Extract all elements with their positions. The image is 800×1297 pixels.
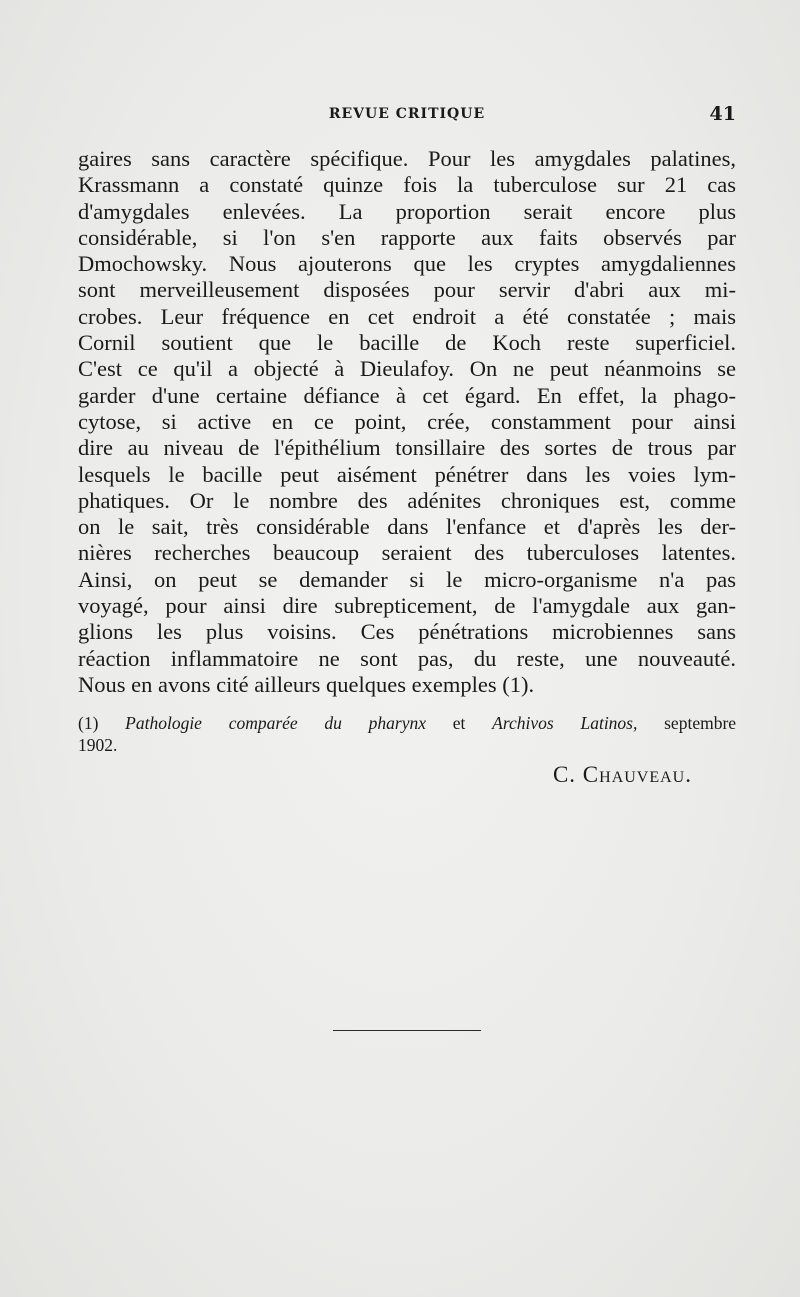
footnote-title-2: Archivos Latinos, [492,713,638,733]
text-line: lesquels le bacille peut aisément pénétrer dans les voies lym- [78,461,736,487]
text-line: réaction inflammatoire ne sont pas, du reste, une nouveauté. [78,645,736,671]
footnote-date-part: septembre [664,713,737,733]
text-line: Ainsi, on peut se demander si le micro-organisme n'a pas [78,566,736,592]
text-line: crobes. Leur fréquence en cet endroit a été constatée ; mais [78,303,736,329]
text-line: on le sait, très considérable dans l'enfance et d'après les der- [78,514,736,540]
text-line: d'amygdales enlevées. La proportion serait encore plus [78,198,736,224]
text-line: garder d'une certaine défiance à cet égard. En effet, la phago- [78,382,736,408]
text-line: cytose, si active en ce point, crée, constamment pour ainsi [78,408,736,434]
text-line: Krassmann a constaté quinze fois la tuberculose sur 21 cas [78,172,736,198]
author-signature [553,762,692,788]
footnote-year: 1902. [78,735,118,755]
text-line: voyagé, pour ainsi dire subrepticement, de l'amygdale aux gan- [78,593,736,619]
footnote-marker: (1) [78,713,99,733]
footnote-conjunction: et [452,713,466,733]
text-line: dire au niveau de l'épithélium tonsillaire des sortes de trous par [78,435,736,461]
running-head: REVUE CRITIQUE [328,106,486,122]
text-line: gaires sans caractère spécifique. Pour les amygdales palatines, [78,146,736,171]
page-header [78,103,736,129]
text-line: C'est ce qu'il a objecté à Dieulafoy. On ne peut néanmoins se [78,356,736,382]
body-paragraph [78,146,736,698]
author-initial: C. [552,762,577,787]
footnote-line [78,712,736,734]
page-number: 41 [709,103,736,125]
text-line: Dmochowsky. Nous ajouterons que les cryptes amygdaliennes [78,251,736,277]
text-line: Cornil soutient que le bacille de Koch reste superficiel. [78,330,736,356]
text-line: considérable, si l'on s'en rapporte aux faits observés par [78,224,736,250]
footnote-title-1: Pathologie comparée du pharynx [125,713,427,733]
text-line: Nous en avons cité ailleurs quelques exemples (1). [78,671,535,697]
text-line: nières recherches beaucoup seraient des tuberculoses latentes. [78,540,736,566]
author-surname: Chauveau. [582,762,692,787]
text-line: sont merveilleusement disposées pour servir d'abri aux mi- [78,277,736,303]
text-line: glions les plus voisins. Ces pénétrations microbiennes sans [78,619,736,645]
footnote [78,712,736,756]
text-line: phatiques. Or le nombre des adénites chroniques est, comme [78,487,736,513]
section-divider [333,1030,481,1031]
